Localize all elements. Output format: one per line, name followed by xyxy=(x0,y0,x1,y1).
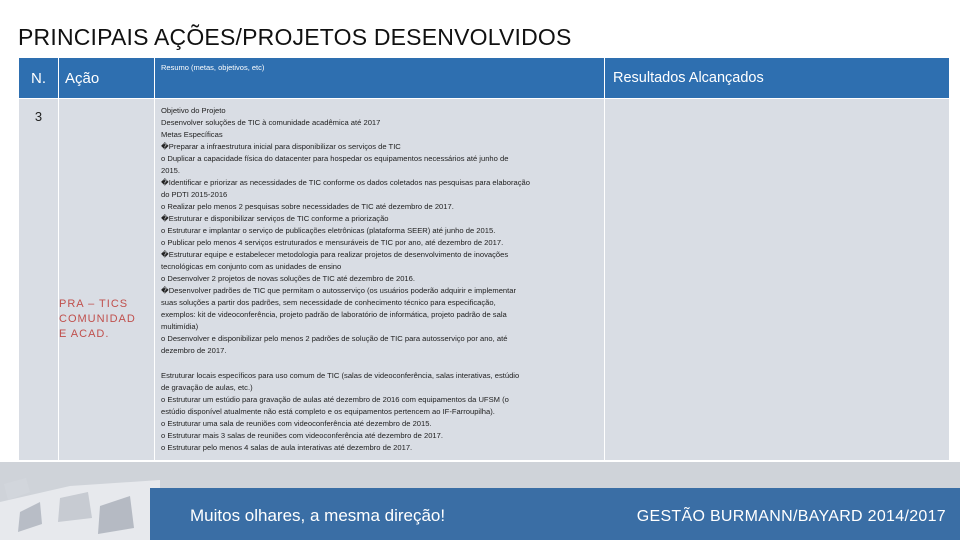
header-resumo: Resumo (metas, objetivos, etc) xyxy=(155,58,605,99)
resumo-line: o Estruturar e implantar o serviço de publicações eletrônicas (plataforma SEER) até junho de 2015. xyxy=(161,226,496,235)
resumo-line: �Preparar a infraestrutura inicial para disponibilizar os serviços de TIC xyxy=(161,142,401,151)
resumo-line: o Estruturar uma sala de reuniões com videoconferência até dezembro de 2015. xyxy=(161,419,432,428)
footer-decoration xyxy=(0,462,160,540)
resumo-line: o Estruturar um estúdio para gravação de aulas até dezembro de 2016 com equipamentos da UFSM (o xyxy=(161,395,509,404)
table-header-row xyxy=(19,58,950,99)
resumo-line: �Estruturar equipe e estabelecer metodologia para realizar projetos de desenvolvimento de inovações xyxy=(161,250,509,259)
resumo-line: suas soluções a partir dos padrões, sem necessidade de conhecimento técnico para especificação, xyxy=(161,298,496,307)
row-acao-cell xyxy=(59,99,155,461)
resumo-line: o Estruturar mais 3 salas de reuniões com videoconferência até dezembro de 2017. xyxy=(161,431,443,440)
row-resultados xyxy=(605,99,950,461)
acao-line: E ACAD. xyxy=(59,328,110,340)
projects-table xyxy=(18,57,950,461)
resumo-line: tecnológicas em conjunto com as unidades de ensino xyxy=(161,262,342,271)
resumo-line: Objetivo do Projeto xyxy=(161,106,226,115)
resumo-line: o Realizar pelo menos 2 pesquisas sobre necessidades de TIC até dezembro de 2017. xyxy=(161,202,454,211)
resumo-line: o Duplicar a capacidade física do datacenter para hospedar os equipamentos necessários até junho de xyxy=(161,154,509,163)
footer-slogan: Muitos olhares, a mesma direção! xyxy=(190,506,446,525)
page-title: PRINCIPAIS AÇÕES/PROJETOS DESENVOLVIDOS xyxy=(18,24,572,50)
resumo-line: Desenvolver soluções de TIC à comunidade acadêmica até 2017 xyxy=(161,118,381,127)
footer-banner xyxy=(0,462,960,540)
resumo-line: o Desenvolver 2 projetos de novas soluções de TIC até dezembro de 2016. xyxy=(161,274,415,283)
resumo-line: Metas Específicas xyxy=(161,130,223,139)
resumo-line: o Desenvolver e disponibilizar pelo menos 2 padrões de solução de TIC para autosserviço por ano, até xyxy=(161,334,508,343)
resumo-line: de gravação de aulas, etc.) xyxy=(161,383,253,392)
header-resultados: Resultados Alcançados xyxy=(605,58,950,99)
resumo-line: 2015. xyxy=(161,166,181,175)
resumo-line: �Identificar e priorizar as necessidades de TIC conforme os dados coletados nas pesquisas para elaboração xyxy=(161,178,530,187)
resumo-line: �Estruturar e disponibilizar serviços de TIC conforme a priorização xyxy=(161,214,389,223)
resumo-line: �Desenvolver padrões de TIC que permitam o autosserviço (os usuários poderão adquirir e implementar xyxy=(161,286,517,295)
resumo-line: do PDTI 2015-2016 xyxy=(161,190,228,199)
resumo-line: Estruturar locais específicos para uso comum de TIC (salas de videoconferência, salas interativas, estúdio xyxy=(161,371,520,380)
resumo-line: o Publicar pelo menos 4 serviços estruturados e mensuráveis de TIC por ano, até dezembro de 2017. xyxy=(161,238,504,247)
resumo-gap xyxy=(161,357,598,370)
acao-line: COMUNIDAD xyxy=(59,313,136,325)
row-number: 3 xyxy=(19,99,59,461)
acao-line: PRA – TICS xyxy=(59,298,129,310)
footer-gestao: GESTÃO BURMANN/BAYARD 2014/2017 xyxy=(636,508,946,525)
row-acao xyxy=(59,99,154,342)
row-resumo xyxy=(155,99,605,461)
header-n: N. xyxy=(19,58,59,99)
resumo-line: multimídia) xyxy=(161,322,199,331)
table-row xyxy=(19,99,950,461)
resumo-line: dezembro de 2017. xyxy=(161,346,227,355)
resumo-line: o Estruturar pelo menos 4 salas de aula interativas até dezembro de 2017. xyxy=(161,443,413,452)
header-acao: Ação xyxy=(59,58,155,99)
resumo-lines xyxy=(161,105,598,454)
resumo-line: estúdio disponível atualmente não está completo e os equipamentos pertencem ao IF-Farroupilha). xyxy=(161,407,495,416)
resumo-line: exemplos: kit de videoconferência, projeto padrão de laboratório de informática, projeto padrão de sala xyxy=(161,310,507,319)
